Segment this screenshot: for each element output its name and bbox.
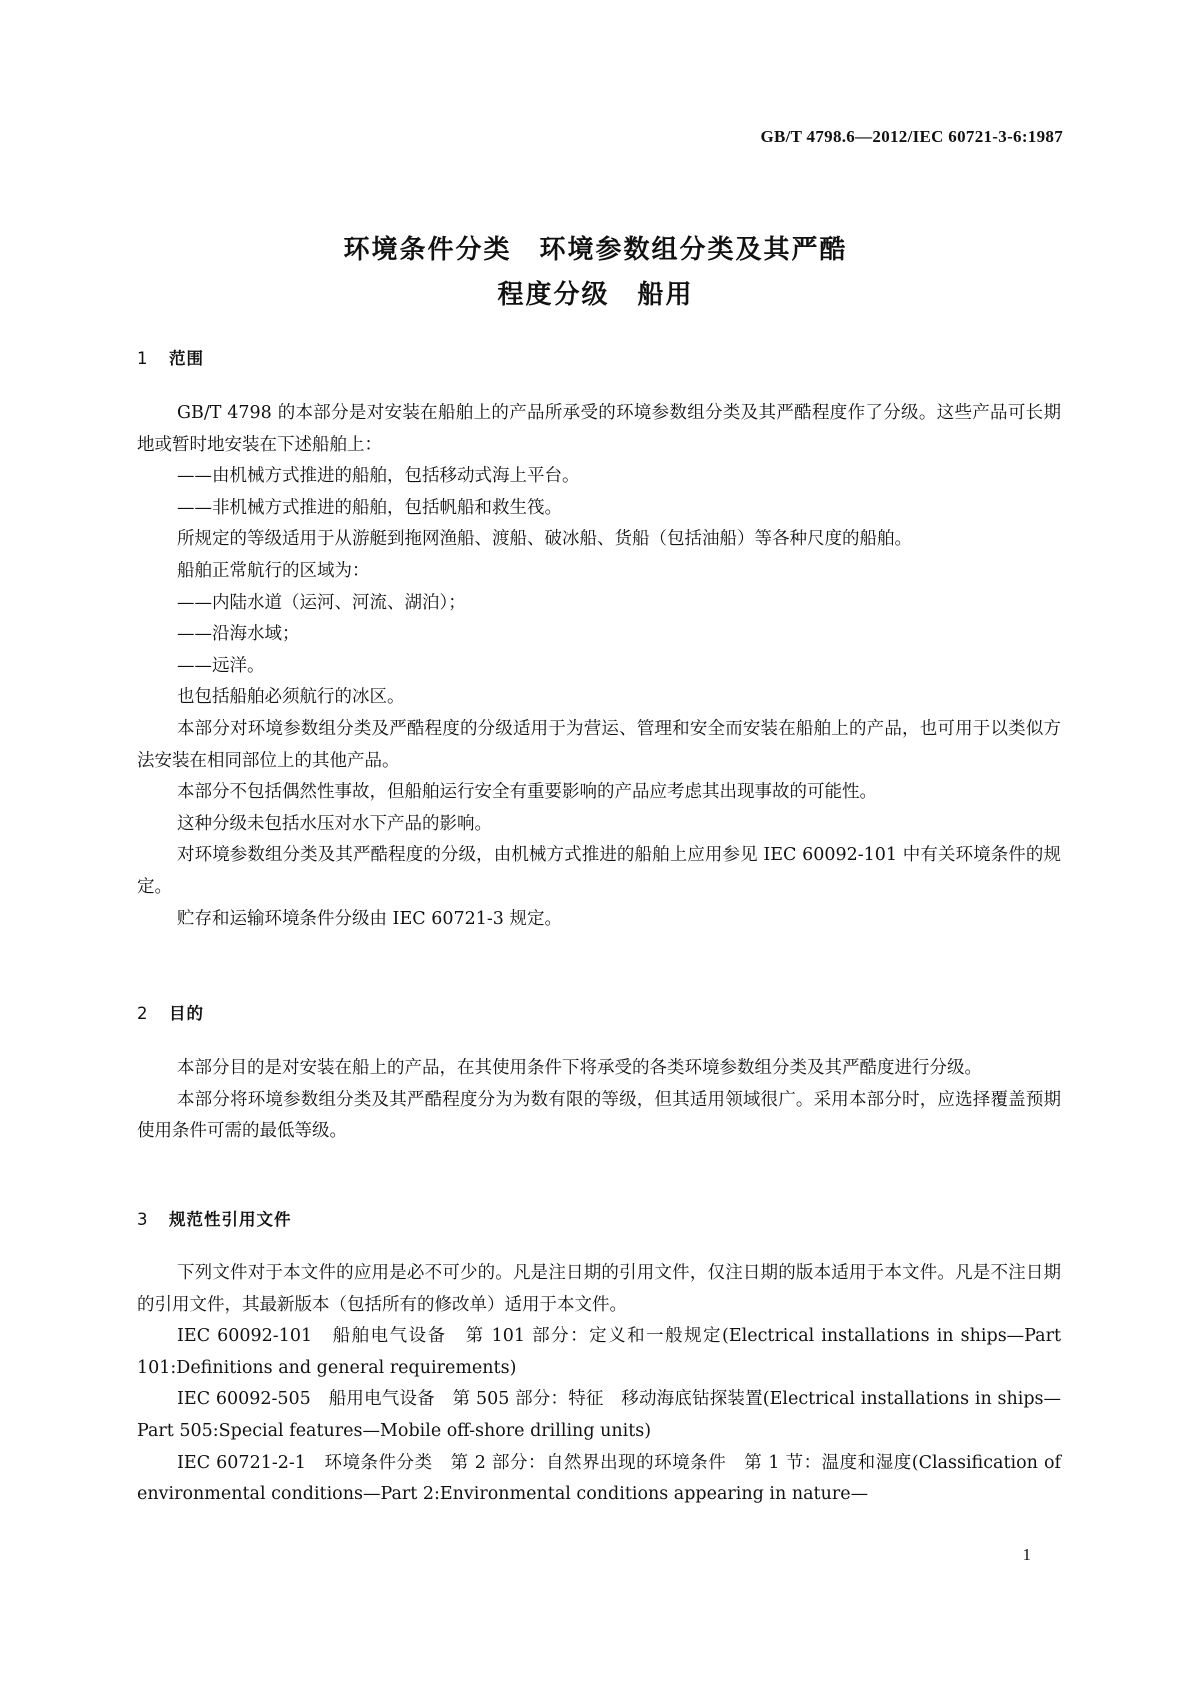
- list-item: ——由机械方式推进的船舶，包括移动式海上平台。: [177, 466, 580, 487]
- list-item: ——远洋。: [177, 655, 265, 676]
- standard-code: GB/T 4798.6—2012/IEC 60721-3-6:1987: [760, 127, 1063, 146]
- list-item: ——沿海水域；: [177, 624, 300, 645]
- page-number: 1: [1022, 1545, 1031, 1564]
- section-number: 3: [137, 1210, 149, 1229]
- paragraph: 这种分级未包括水压对水下产品的影响。: [177, 813, 492, 834]
- section-heading-scope: [137, 345, 204, 369]
- reference-entry: IEC 60721-2-1 环境条件分类 第 2 部分：自然界出现的环境条件 第 1 节：温度和湿度(Classification of environmental conditions—Part 2:Environmental conditions appearing in nature—: [137, 1452, 1061, 1505]
- section-title: 范围: [169, 349, 204, 368]
- paragraph: 本部分不包括偶然性事故，但船舶运行安全有重要影响的产品应考虑其出现事故的可能性。: [177, 782, 877, 803]
- reference-entry: IEC 60092-101 船舶电气设备 第 101 部分：定义和一般规定(Electrical installations in ships—Part 101:Definitions and general requirements): [137, 1326, 1061, 1378]
- title-line-2: 程度分级 船用: [497, 280, 694, 310]
- list-item: ——内陆水道（运河、河流、湖泊）；: [177, 592, 466, 613]
- document-title: [0, 228, 1191, 318]
- section-title: 规范性引用文件: [169, 1210, 292, 1229]
- section-heading-normative-references: [137, 1206, 292, 1230]
- paragraph: 对环境参数组分类及其严酷程度的分级，由机械方式推进的船舶上应用参见 IEC 60092-101 中有关环境条件的规定。: [137, 845, 1061, 897]
- title-line-1: 环境条件分类 环境参数组分类及其严酷: [343, 235, 848, 265]
- paragraph: 船舶正常航行的区域为：: [177, 560, 370, 581]
- section-body-scope: [137, 398, 1061, 935]
- section-title: 目的: [169, 1004, 204, 1023]
- section-number: 2: [137, 1004, 149, 1023]
- paragraph: 也包括船舶必须航行的冰区。: [177, 687, 405, 708]
- section-body-purpose: [137, 1053, 1061, 1148]
- section-heading-purpose: [137, 1000, 204, 1024]
- paragraph: 下列文件对于本文件的应用是必不可少的。凡是注日期的引用文件，仅注日期的版本适用于本文件。凡是不注日期的引用文件，其最新版本（包括所有的修改单）适用于本文件。: [137, 1263, 1061, 1315]
- list-item: ——非机械方式推进的船舶，包括帆船和救生筏。: [177, 497, 562, 518]
- paragraph: GB/T 4798 的本部分是对安装在船舶上的产品所承受的环境参数组分类及其严酷程度作了分级。这些产品可长期地或暂时地安装在下述船舶上：: [137, 403, 1061, 455]
- paragraph: 本部分对环境参数组分类及严酷程度的分级适用于为营运、管理和安全而安装在船舶上的产品，也可用于以类似方法安装在相同部位上的其他产品。: [137, 718, 1061, 771]
- section-body-normative-references: [137, 1258, 1061, 1511]
- reference-entry: IEC 60092-505 船用电气设备 第 505 部分：特征 移动海底钻探装置(Electrical installations in ships—Part 505:Special features—Mobile off-shore drilling units): [137, 1389, 1061, 1441]
- paragraph: 所规定的等级适用于从游艇到拖网渔船、渡船、破冰船、货船（包括油船）等各种尺度的船舶。: [177, 529, 912, 550]
- paragraph: 贮存和运输环境条件分级由 IEC 60721-3 规定。: [177, 908, 562, 929]
- paragraph: 本部分将环境参数组分类及其严酷程度分为为数有限的等级，但其适用领域很广。采用本部分时，应选择覆盖预期使用条件可需的最低等级。: [137, 1089, 1061, 1142]
- section-number: 1: [137, 349, 149, 368]
- paragraph: 本部分目的是对安装在船上的产品，在其使用条件下将承受的各类环境参数组分类及其严酷度进行分级。: [177, 1058, 982, 1078]
